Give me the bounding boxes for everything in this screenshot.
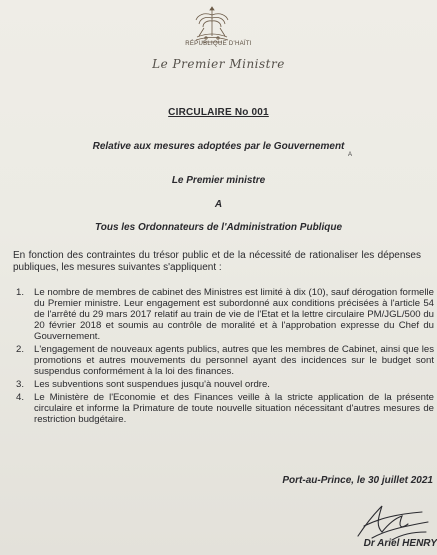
sender-line: Le Premier ministre xyxy=(171,175,266,186)
republic-header: RÉPUBLIQUE D'HAÏTI xyxy=(185,41,252,47)
circular-title: CIRCULAIRE No 001 xyxy=(168,107,269,118)
to-letter: A xyxy=(214,199,223,210)
item-text: Le Ministère de l'Economie et des Finances veille à la stricte application de la présente circulaire et informe la Primature de toute nouvelle situation nécessitant d'autres mesures de restriction budgétaire. xyxy=(34,392,434,425)
handwritten-signature xyxy=(352,496,432,544)
stray-mark: A xyxy=(348,152,353,158)
circular-subject: Relative aux mesures adoptées par le Gouvernement xyxy=(92,141,345,152)
item-text: Le nombre de membres de cabinet des Ministres est limité à dix (10), sauf dérogation formelle du Premier ministre. Leur engagement est subordonné aux conditions précisées à l'article 54 de l'arrêté du 29 mars 2017 relatif au train de vie de l'Etat et la lettre circulaire PM/JGL/500 du 20 février 2018 et soumis au contrôle de moralité et à l'approbation expresse du Chef du Gouvernement. xyxy=(34,287,434,342)
signer-name: Dr Ariel HENRY xyxy=(363,538,437,549)
list-item xyxy=(4,379,434,390)
measures-list xyxy=(4,287,434,427)
item-text: Les subventions sont suspendues jusqu'à nouvel ordre. xyxy=(34,379,270,390)
item-number: 2. xyxy=(16,344,25,355)
item-number: 4. xyxy=(16,392,25,403)
list-item xyxy=(4,392,434,425)
prime-minister-letterhead: Le Premier Ministre xyxy=(152,57,285,71)
intro-paragraph: En fonction des contraintes du trésor public et de la nécessité de rationaliser les dépenses publiques, les mesures suivantes s'appliquent : xyxy=(13,250,421,273)
place-date: Port-au-Prince, le 30 juillet 2021 xyxy=(282,475,433,486)
item-number: 1. xyxy=(16,287,25,298)
recipients-line: Tous les Ordonnateurs de l'Administration Publique xyxy=(94,222,343,233)
coat-of-arms-emblem xyxy=(190,6,234,46)
item-number: 3. xyxy=(16,379,25,390)
item-text: L'engagement de nouveaux agents publics, autres que les membres de Cabinet, ainsi que les promotions et autres mouvements du personnel ayant des incidences sur le budget sont suspendus conformément à la loi des finances. xyxy=(34,344,434,377)
list-item xyxy=(4,344,434,377)
list-item xyxy=(4,287,434,342)
